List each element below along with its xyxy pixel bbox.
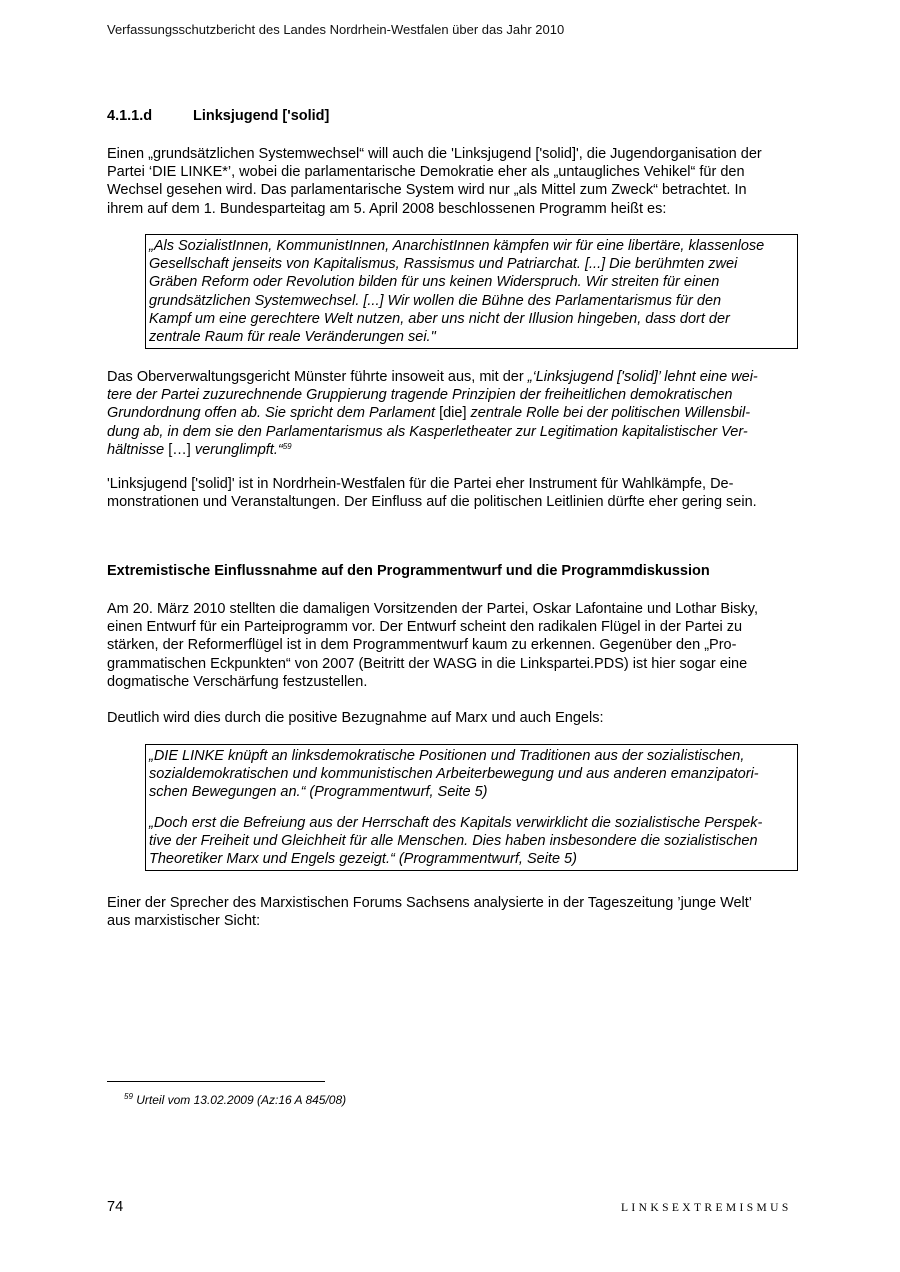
paragraph-court-ruling bbox=[107, 368, 797, 459]
quote-line: Theoretiker Marx und Engels gezeigt.“ (Programmentwurf, Seite 5) bbox=[149, 851, 577, 868]
text-line: Deutlich wird dies durch die positive Bezugnahme auf Marx und auch Engels: bbox=[107, 710, 604, 726]
paragraph-draft-program bbox=[107, 600, 797, 691]
text-line: grammatischen Eckpunkten“ von 2007 (Beitritt der WASG in die Linkspartei.PDS) ist hier sogar eine bbox=[107, 655, 748, 672]
quote-line: Gesellschaft jenseits von Kapitalismus, Rassismus und Patriarchat. [...] Die berühmten zwei bbox=[149, 256, 738, 273]
footnote bbox=[124, 1093, 346, 1107]
text-line: Partei ‘DIE LINKE*’, wobei die parlamentarische Demokratie eher als „untaugliches Vehikel“ für den bbox=[107, 164, 745, 181]
text-line: einen Entwurf für ein Parteiprogramm vor. Der Entwurf scheint den radikalen Flügel in der Partei zu bbox=[107, 619, 743, 636]
text-line: Einen „grundsätzlichen Systemwechsel“ will auch die 'Linksjugend ['solid]', die Jugendorganisation der bbox=[107, 146, 762, 162]
text-line: Am 20. März 2010 stellten die damaligen Vorsitzenden der Partei, Oskar Lafontaine und Lothar Bisky, bbox=[107, 601, 758, 617]
text-line: hältnisse […] verunglimpft.“$^{59}$ bbox=[107, 441, 292, 458]
footnote-number: 59 bbox=[124, 1092, 133, 1101]
quote-box-draft bbox=[145, 744, 798, 871]
running-header: Verfassungsschutzbericht des Landes Nordrhein-Westfalen über das Jahr 2010 bbox=[107, 22, 565, 37]
quote-line: grundsätzlichen Systemwechsel. [...] Wir wollen die Bühne des Parlamentarismus für den bbox=[149, 292, 722, 309]
footnote-divider bbox=[107, 1081, 325, 1082]
text-line: dogmatische Verschärfung festzustellen. bbox=[107, 673, 368, 690]
paragraph-role bbox=[107, 475, 797, 511]
text-line: Wechsel gesehen wird. Das parlamentarische System wird nur „als Mittel zum Zweck“ betrachtet. In bbox=[107, 182, 747, 199]
section-number: 4.1.1.d bbox=[107, 108, 153, 124]
text-line: Das Oberverwaltungsgericht Münster führte insoweit aus, mit der „‘Linksjugend ['solid]’ lehnt eine wei- bbox=[107, 369, 758, 385]
text-line: 'Linksjugend ['solid]' ist in Nordrhein-Westfalen für die Partei eher Instrument für Wahlkämpfe, De- bbox=[107, 476, 734, 492]
quote-line: sozialdemokratischen und kommunistischen Arbeiterbewegung und aus anderen emanzipatori- bbox=[149, 766, 759, 783]
paragraph-intro bbox=[107, 145, 797, 218]
text-line: Grundordnung offen ab. Sie spricht dem Parlament [die] zentrale Rolle bei der politischen Willensbil- bbox=[107, 405, 751, 422]
text-line: stärken, der Reformerflügel ist in dem Programmentwurf kaum zu erkennen. Gegenüber den „Pro- bbox=[107, 637, 737, 654]
page-number: 74 bbox=[107, 1199, 124, 1215]
quote-line: „Doch erst die Befreiung aus der Herrschaft des Kapitals verwirklicht die sozialistische Perspek- bbox=[149, 814, 763, 831]
quote-gap bbox=[149, 802, 794, 814]
footnote-reference[interactable]: 59 bbox=[282, 441, 292, 451]
quote-line: Gräben Reform oder Revolution bilden für uns keinen Widerspruch. Wir streiten für einen bbox=[149, 274, 720, 291]
footnote-text: Urteil vom 13.02.2009 (Az:16 A 845/08) bbox=[136, 1093, 347, 1107]
quote-box-program bbox=[145, 234, 798, 349]
text-line: monstrationen und Veranstaltungen. Der Einfluss auf die politischen Leitlinien dürfte eher gering sein. bbox=[107, 494, 757, 511]
paragraph-marxist-forum bbox=[107, 894, 797, 930]
text-line: dung ab, in dem sie den Parlamentarismus als Kasperletheater zur Legitimation kapitalistischer Ver- bbox=[107, 423, 748, 440]
text-line: ihrem auf dem 1. Bundesparteitag am 5. April 2008 beschlossenen Programm heißt es: bbox=[107, 200, 667, 217]
quote-line: schen Bewegungen an.“ (Programmentwurf, Seite 5) bbox=[149, 784, 488, 801]
paragraph-marx-engels bbox=[107, 709, 797, 727]
quote-line: „DIE LINKE knüpft an linksdemokratische Positionen und Traditionen aus der sozialistischen, bbox=[149, 748, 745, 764]
text-line: tere der Partei zuzurechnende Gruppierung tragende Prinzipien der freiheitlichen demokratischen bbox=[107, 387, 733, 404]
quote-line: tive der Freiheit und Gleichheit für alle Menschen. Dies haben insbesondere die sozialistischen bbox=[149, 832, 758, 849]
quote-line: zentrale Raum für reale Veränderungen sei." bbox=[149, 329, 436, 346]
section-heading bbox=[107, 108, 329, 124]
quote-line: Kampf um eine gerechtere Welt nutzen, aber uns nicht der Illusion hingeben, dass dort der bbox=[149, 310, 730, 327]
footer-section-label: LINKSEXTREMISMUS bbox=[621, 1202, 792, 1214]
text-line: aus marxistischer Sicht: bbox=[107, 913, 261, 930]
subheading: Extremistische Einflussnahme auf den Programmentwurf und die Programmdiskussion bbox=[107, 563, 710, 579]
section-title: Linksjugend ['solid] bbox=[193, 108, 330, 124]
text-line: Einer der Sprecher des Marxistischen Forums Sachsens analysierte in der Tageszeitung ’junge Welt’ bbox=[107, 895, 753, 911]
quote-line: „Als SozialistInnen, KommunistInnen, AnarchistInnen kämpfen wir für eine libertäre, klassenlose bbox=[149, 238, 765, 254]
